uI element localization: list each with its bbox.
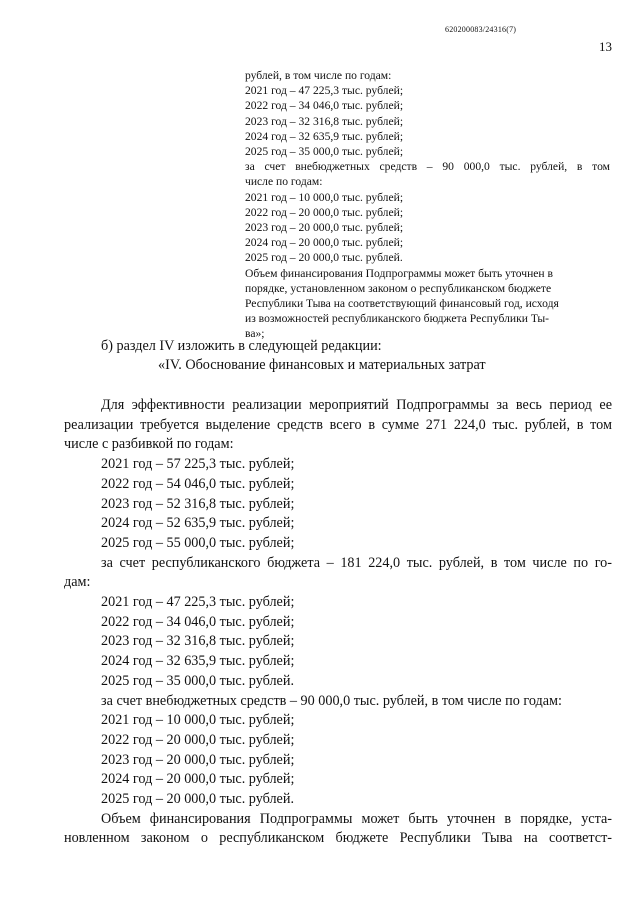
year-line: 2021 год – 10 000,0 тыс. рублей; bbox=[101, 712, 295, 729]
quoted-block bbox=[245, 68, 610, 342]
intro-line: Для эффективности реализации мероприятий Подпрограммы за весь период ее bbox=[101, 397, 612, 413]
republic-budget-line: дам: bbox=[64, 574, 91, 591]
quoted-line: 2023 год – 20 000,0 тыс. рублей; bbox=[245, 221, 404, 235]
quoted-line: 2023 год – 32 316,8 тыс. рублей; bbox=[245, 114, 404, 128]
year-line: 2021 год – 57 225,3 тыс. рублей; bbox=[101, 456, 295, 473]
quoted-line: числе по годам: bbox=[245, 175, 323, 189]
quoted-line: 2021 год – 47 225,3 тыс. рублей; bbox=[245, 84, 404, 98]
document-code: 620200083/24316(7) bbox=[445, 25, 517, 34]
quoted-line: рублей, в том числе по годам: bbox=[245, 69, 392, 82]
year-line: 2024 год – 52 635,9 тыс. рублей; bbox=[101, 515, 295, 532]
quoted-line: 2025 год – 20 000,0 тыс. рублей. bbox=[245, 251, 403, 265]
year-line: 2022 год – 54 046,0 тыс. рублей; bbox=[101, 475, 295, 492]
year-line: 2022 год – 34 046,0 тыс. рублей; bbox=[101, 613, 295, 630]
year-line: 2024 год – 32 635,9 тыс. рублей; bbox=[101, 653, 295, 670]
year-line: 2025 год – 20 000,0 тыс. рублей. bbox=[101, 791, 294, 808]
final-line: новленном законом о республиканском бюджете Республики Тыва на соответст- bbox=[64, 830, 612, 847]
year-line: 2023 год – 32 316,8 тыс. рублей; bbox=[101, 633, 295, 650]
final-line: Объем финансирования Подпрограммы может быть уточнен в порядке, уста- bbox=[101, 810, 612, 827]
year-line: 2022 год – 20 000,0 тыс. рублей; bbox=[101, 731, 295, 748]
quoted-line: 2022 год – 20 000,0 тыс. рублей; bbox=[245, 205, 404, 219]
year-line: 2021 год – 47 225,3 тыс. рублей; bbox=[101, 594, 295, 611]
quoted-line: Республики Тыва на соответствующий финансовый год, исходя bbox=[245, 297, 559, 311]
quoted-line: 2021 год – 10 000,0 тыс. рублей; bbox=[245, 190, 404, 204]
quoted-line: порядке, установленном законом о республиканском бюджете bbox=[245, 281, 552, 295]
republic-budget-line: за счет республиканского бюджета – 181 224,0 тыс. рублей, в том числе по го- bbox=[101, 554, 612, 571]
extra-budget-line: за счет внебюджетных средств – 90 000,0 тыс. рублей, в том числе по годам: bbox=[101, 692, 562, 709]
intro-line: реализации требуется выделение средств всего в сумме 271 224,0 тыс. рублей, в том bbox=[64, 416, 612, 433]
year-line: 2025 год – 35 000,0 тыс. рублей. bbox=[101, 672, 294, 689]
year-line: 2025 год – 55 000,0 тыс. рублей; bbox=[101, 534, 295, 551]
year-line: 2024 год – 20 000,0 тыс. рублей; bbox=[101, 771, 295, 788]
page-number: 13 bbox=[599, 39, 612, 54]
quoted-line: 2025 год – 35 000,0 тыс. рублей; bbox=[245, 145, 404, 159]
quoted-line: за счет внебюджетных средств – 90 000,0 тыс. рублей, в том bbox=[245, 160, 610, 174]
intro-line: числе с разбивкой по годам: bbox=[64, 436, 234, 453]
main-body bbox=[64, 396, 612, 849]
section-b-heading: б) раздел IV изложить в следующей редакции: bbox=[101, 338, 382, 354]
quoted-line: 2022 год – 34 046,0 тыс. рублей; bbox=[245, 99, 404, 113]
section-title: «IV. Обоснование финансовых и материальных затрат bbox=[158, 357, 486, 373]
year-line: 2023 год – 20 000,0 тыс. рублей; bbox=[101, 751, 295, 768]
year-line: 2023 год – 52 316,8 тыс. рублей; bbox=[101, 495, 295, 512]
quoted-line: ва»; bbox=[245, 327, 265, 341]
quoted-line: 2024 год – 20 000,0 тыс. рублей; bbox=[245, 236, 404, 250]
quoted-line: из возможностей республиканского бюджета Республики Ты- bbox=[245, 312, 550, 326]
quoted-line: Объем финансирования Подпрограммы может быть уточнен в bbox=[245, 266, 553, 280]
quoted-line: 2024 год – 32 635,9 тыс. рублей; bbox=[245, 129, 404, 143]
